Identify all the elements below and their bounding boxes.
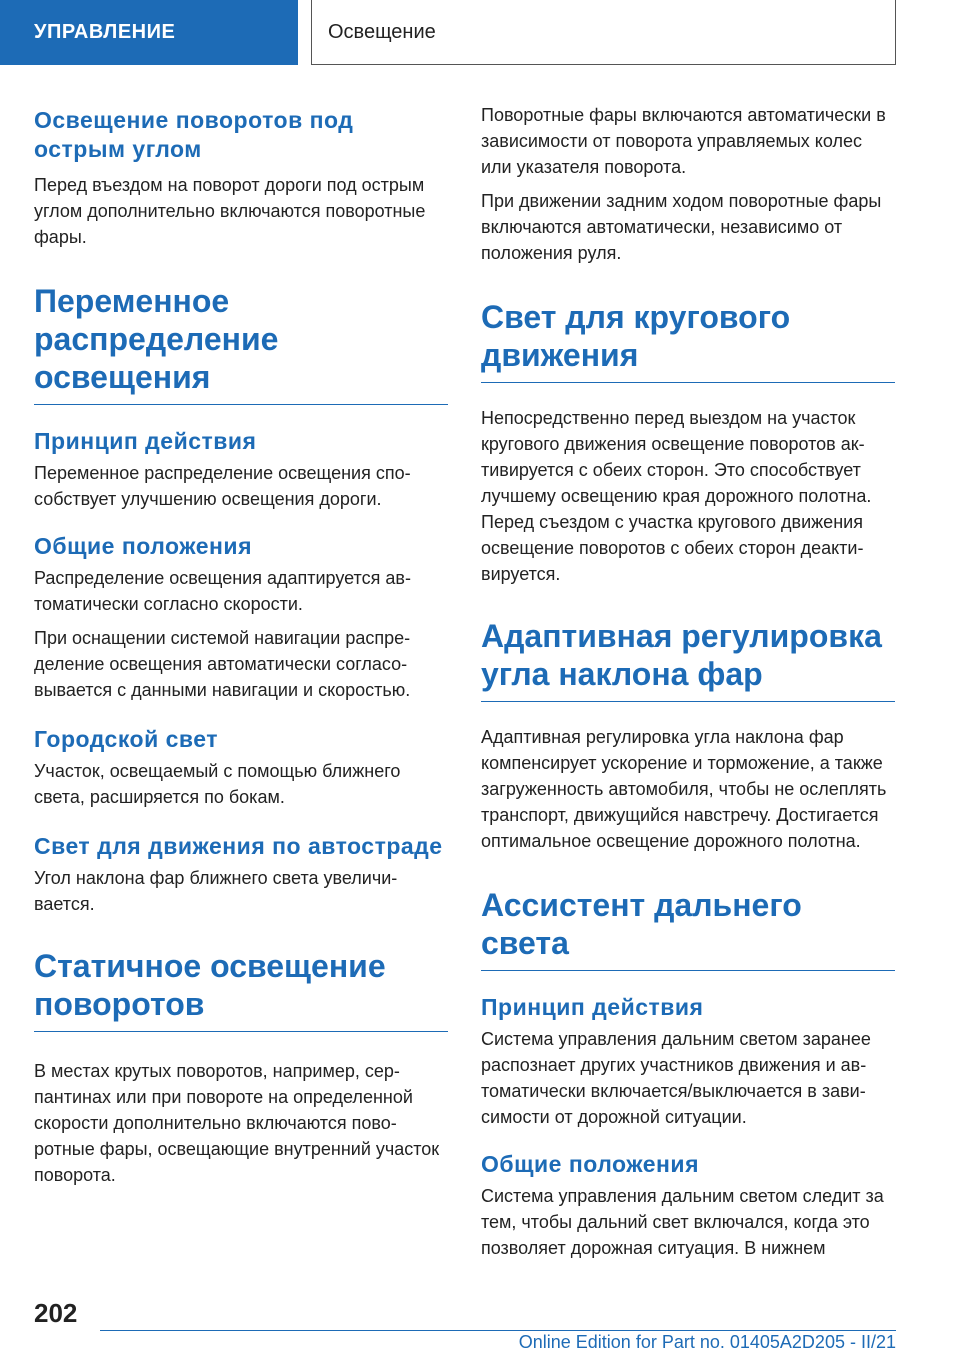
static-cornering-text: В местах крутых поворотов, например, серпантинах или при повороте на определенной скорости дополнительно включаются поворотные фары, освещающие внутренний участок поворота. <box>34 1061 440 1185</box>
chapter-title: Освещение <box>328 20 436 43</box>
city-light-text: Участок, освещаемый с помощью ближнего света, расширяется по бокам. <box>34 761 401 807</box>
general-text-2: При оснащении системой навигации распределение освещения автоматически согласовывается с данными навигации и скоростью. <box>34 628 411 700</box>
principle-text: Переменное распределение освещения способствует улучшению освещения дороги. <box>34 463 411 509</box>
variable-lighting-heading: Переменное распределение освещения <box>34 282 448 405</box>
adaptive-leveling-heading: Адаптивная регулировка угла наклона фар <box>481 617 895 702</box>
roundabout-text: Непосредственно перед выездом на участок кругового движения освещение поворотов активируется с обеих сторон. Это способствует лучшему освещению края дорожного полотна. Перед съездом с участка кругового движения освещение поворотов с обеих сторон деактивируется. <box>481 408 872 584</box>
cornering-heading: Освещение поворотов под острым углом <box>34 107 354 162</box>
section-title: УПРАВЛЕНИЕ <box>34 21 176 43</box>
section-tab <box>0 0 298 65</box>
edition-note: Online Edition for Part no. 01405A2D205 - II/21 <box>518 1332 896 1352</box>
left-column <box>34 100 448 1188</box>
city-light-heading: Городской свет <box>34 726 218 752</box>
static-cornering-heading: Статичное освещение поворотов <box>34 947 448 1032</box>
motorway-light-heading: Свет для движения по автостраде <box>34 833 443 859</box>
hb-principle-heading: Принцип действия <box>481 994 704 1020</box>
right-column <box>481 100 895 1261</box>
static-cornering-text-3: При движении задним ходом поворотные фары включаются автоматически, независимо от положения руля. <box>481 191 882 263</box>
page-number: 202 <box>34 1298 78 1328</box>
general-heading: Общие положения <box>34 533 252 559</box>
roundabout-heading: Свет для кругового движения <box>481 298 895 383</box>
general-text-1: Распределение освещения адаптируется автоматически согласно скорости. <box>34 568 411 614</box>
chapter-box <box>311 0 896 65</box>
hb-principle-text: Система управления дальним светом заранее распознает других участников движения и автоматически включается/выключается в зависимости от дорожной ситуации. <box>481 1029 871 1127</box>
hb-general-heading: Общие положения <box>481 1151 699 1177</box>
footer-divider <box>100 1330 896 1331</box>
motorway-light-text: Угол наклона фар ближнего света увеличивается. <box>34 868 398 914</box>
cornering-text: Перед въездом на поворот дороги под острым углом дополнительно включаются поворотные фары. <box>34 175 426 247</box>
principle-heading: Принцип действия <box>34 428 257 454</box>
static-cornering-text-2: Поворотные фары включаются автоматически в зависимости от поворота управляемых колес или указателя поворота. <box>481 105 886 177</box>
adaptive-leveling-text: Адаптивная регулировка угла наклона фар компенсирует ускорение и торможение, а также загруженность автомобиля, чтобы не ослеплять транспорт, движущийся навстречу. Достигается оптимальное освещение дорожного полотна. <box>481 727 887 851</box>
high-beam-assistant-heading: Ассистент дальнего света <box>481 886 895 971</box>
hb-general-text: Система управления дальним светом следит за тем, чтобы дальний свет включался, когда это позволяет дорожная ситуация. В нижнем <box>481 1186 884 1258</box>
